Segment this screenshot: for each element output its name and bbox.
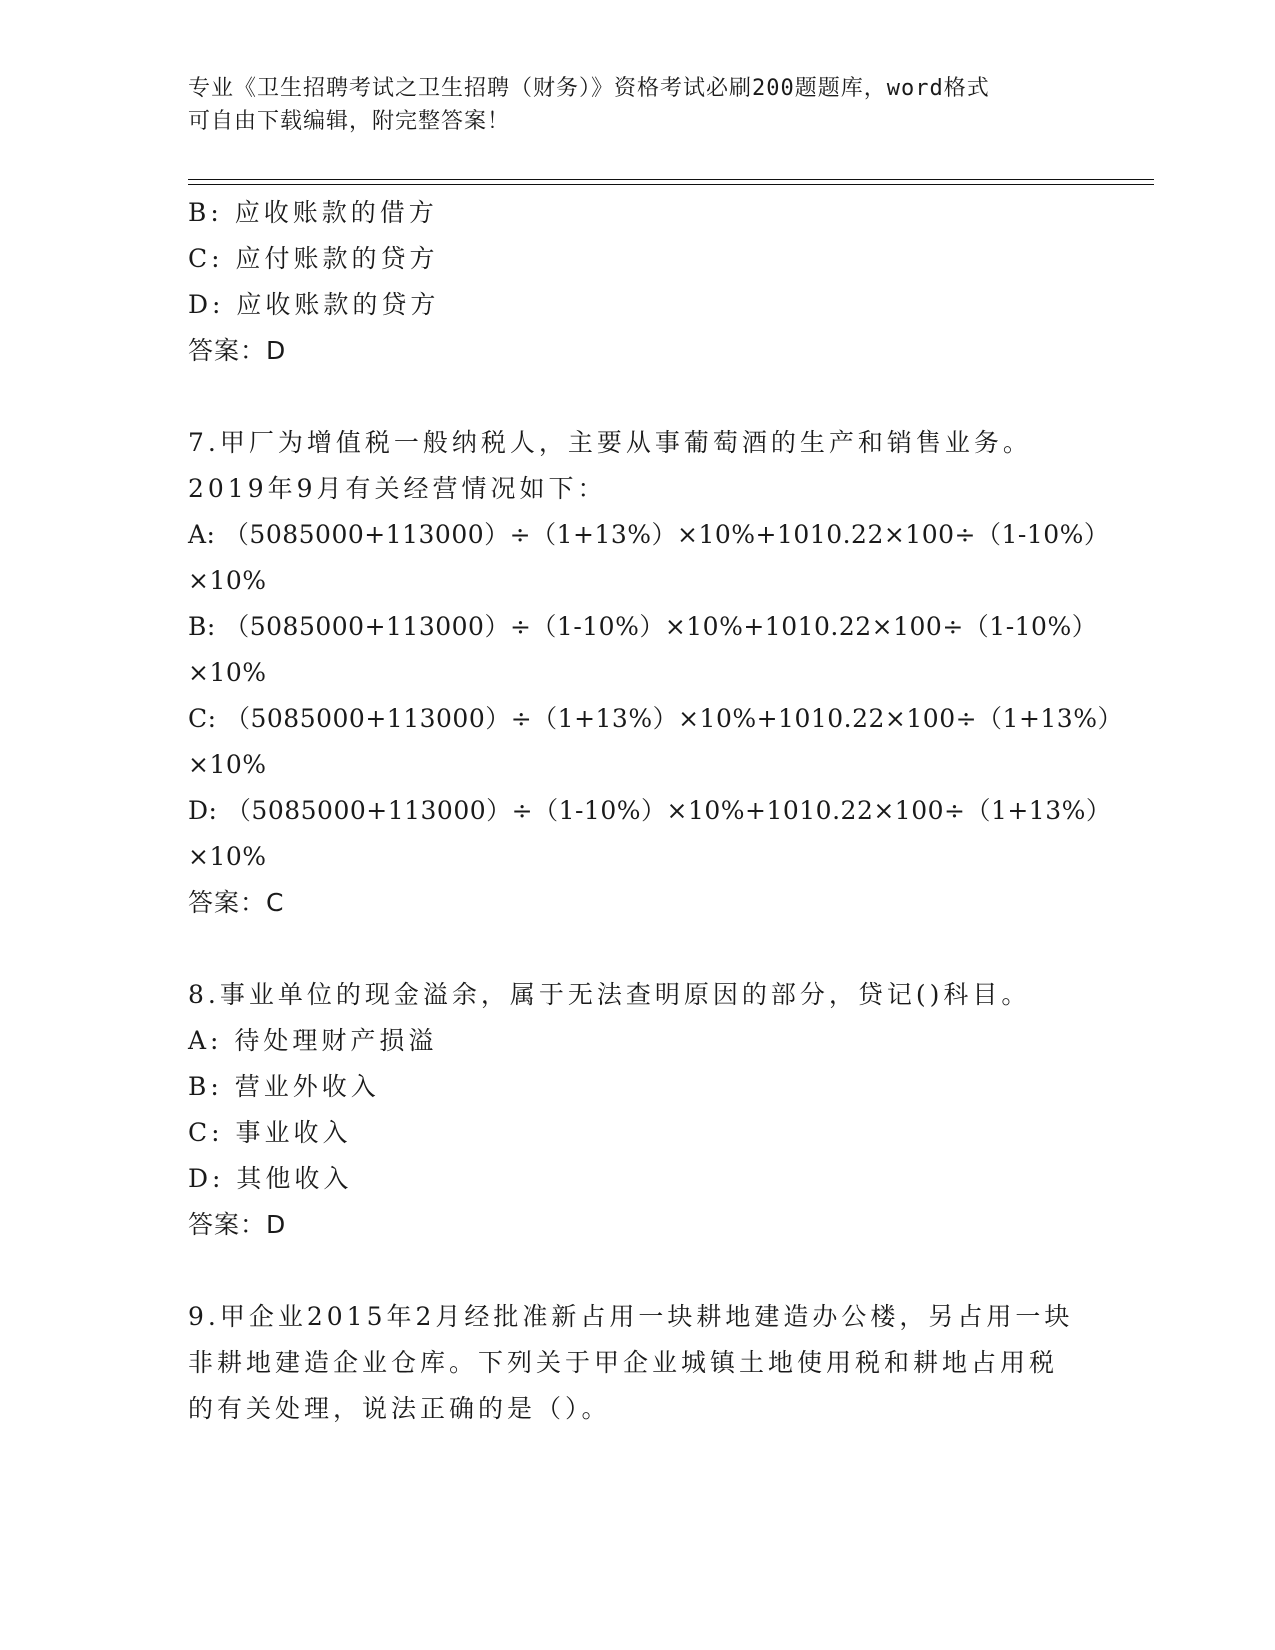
q9-stem-line-2: 非耕地建造企业仓库。下列关于甲企业城镇土地使用税和耕地占用税 (188, 1348, 1059, 1377)
q7-stem-line-1: 7.甲厂为增值税一般纳税人，主要从事葡萄酒的生产和销售业务。 (188, 428, 1032, 457)
q6-option-d: D: 应收账款的贷方 (188, 290, 440, 319)
q7-answer: 答案：C (188, 888, 285, 917)
q7-stem-line-2: 2019年9月有关经营情况如下： (188, 474, 607, 503)
q8-option-c: C: 事业收入 (188, 1118, 352, 1147)
q7-option-a-line-2: ×10% (188, 566, 267, 595)
q7-option-d-line-1: D: （5085000+113000）÷（1-10%）×10%+1010.22×100÷（1+13%） (188, 796, 1112, 825)
q6-option-b: B: 应收账款的借方 (188, 198, 438, 227)
q7-option-c-line-1: C: （5085000+113000）÷（1+13%）×10%+1010.22×100÷（1+13%） (188, 704, 1123, 733)
q7-option-a-line-1: A: （5085000+113000）÷（1+13%）×10%+1010.22×100÷（1-10%） (188, 520, 1110, 549)
header-divider-top (188, 179, 1154, 180)
q9-stem-line-1: 9.甲企业2015年2月经批准新占用一块耕地建造办公楼，另占用一块 (188, 1302, 1074, 1331)
q8-option-d: D: 其他收入 (188, 1164, 353, 1193)
header-line-1: 专业《卫生招聘考试之卫生招聘（财务）》资格考试必刷200题题库，word格式 (188, 76, 990, 101)
spacer (188, 374, 1088, 420)
q9-stem-line-3: 的有关处理，说法正确的是（）。 (188, 1394, 611, 1423)
q8-option-b: B: 营业外收入 (188, 1072, 380, 1101)
q8-option-a: A: 待处理财产损溢 (188, 1026, 438, 1055)
q7-option-c-line-2: ×10% (188, 750, 267, 779)
q7-option-b-line-1: B: （5085000+113000）÷（1-10%）×10%+1010.22×100÷（1-10%） (188, 612, 1098, 641)
q7-option-b-line-2: ×10% (188, 658, 267, 687)
spacer (188, 926, 1088, 972)
header-divider-bottom (188, 184, 1154, 185)
document-header (188, 72, 1068, 138)
question-content (188, 190, 1123, 1432)
question-7-block (188, 420, 1123, 926)
q6-answer: 答案：D (188, 336, 287, 365)
question-9-block (188, 1294, 1088, 1432)
question-8-block (188, 972, 1088, 1248)
header-line-2: 可自由下载编辑，附完整答案！ (188, 109, 511, 134)
q6-option-c: C: 应付账款的贷方 (188, 244, 439, 273)
q7-option-d-line-2: ×10% (188, 842, 267, 871)
spacer (188, 1248, 1088, 1294)
q8-answer: 答案：D (188, 1210, 287, 1239)
question-6-block (188, 190, 1088, 374)
q8-stem: 8.事业单位的现金溢余，属于无法查明原因的部分，贷记()科目。 (188, 980, 1031, 1009)
